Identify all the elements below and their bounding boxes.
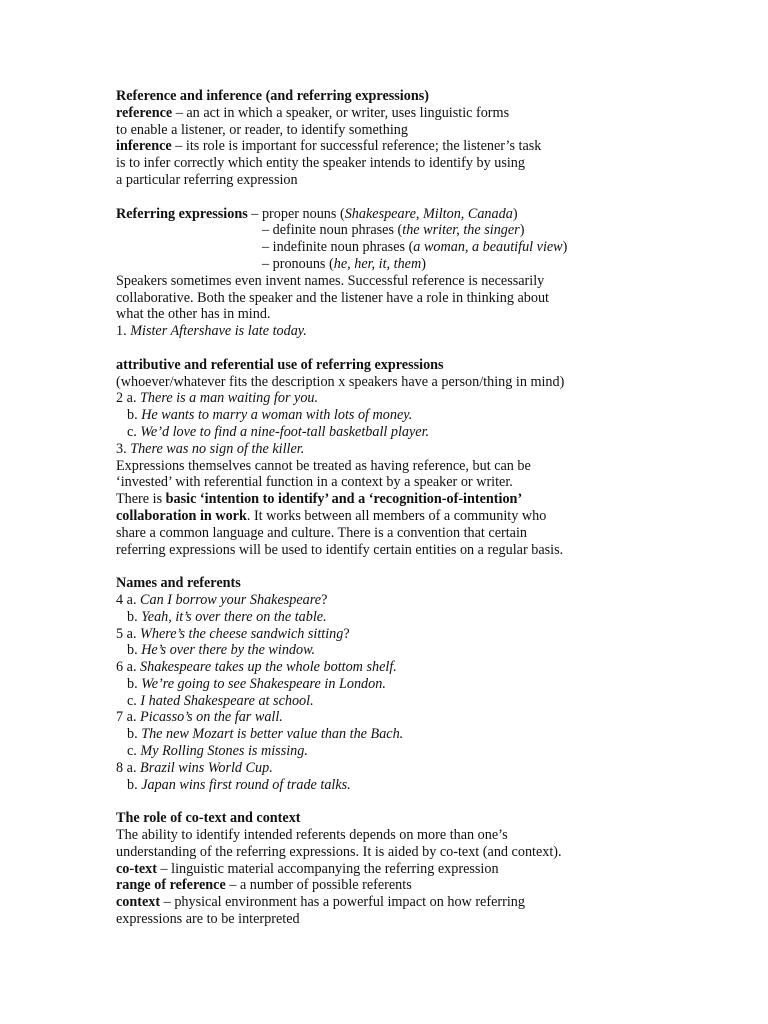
example-2a: 2 a. There is a man waiting for you. [116,390,319,407]
definition-context: context – physical environment has a powerful impact on how referring [116,894,525,911]
referring-expressions-item-4: – pronouns (he, her, it, them) [262,255,426,272]
text-line: (whoever/whatever fits the description x speakers have a person/thing in mind) [116,373,565,390]
text-line: There is basic ‘intention to identify’ and a ‘recognition-of-intention’ [116,491,523,508]
example-2c: c. We’d love to find a nine-foot-tall basketball player. [127,423,430,440]
term: reference [116,104,173,121]
example-7a: 7 a. Picasso’s on the far wall. [116,709,283,726]
term: co-text [116,860,157,877]
text-line: Expressions themselves cannot be treated as having reference, but can be [116,457,531,474]
referring-expressions-item-2: – definite noun phrases (the writer, the singer) [262,222,525,239]
text-line: collaboration in work. It works between all members of a community who [116,507,547,524]
example-4a: 4 a. Can I borrow your Shakespeare? [116,591,328,608]
text-line: share a common language and culture. There is a convention that certain [116,524,528,541]
text-line: understanding of the referring expressions. It is aided by co-text (and context). [116,843,562,860]
text-line: what the other has in mind. [116,306,271,323]
definition-range: range of reference – a number of possible referents [116,877,412,894]
text-line: a particular referring expression [116,171,298,188]
example-3: 3. There was no sign of the killer. [116,440,305,457]
term: inference [116,138,172,155]
example-6b: b. We’re going to see Shakespeare in London. [127,675,386,692]
example-5a: 5 a. Where’s the cheese sandwich sitting? [116,625,350,642]
example-6a: 6 a. Shakespeare takes up the whole bottom shelf. [116,659,397,676]
text-line: collaborative. Both the speaker and the listener have a role in thinking about [116,289,549,306]
example-8a: 8 a. Brazil wins World Cup. [116,759,273,776]
text-line: expressions are to be interpreted [116,911,300,928]
example-2b: b. He wants to marry a woman with lots of money. [127,407,413,424]
section-heading-attributive: attributive and referential use of referring expressions [116,356,444,373]
definition-inference: inference – its role is important for successful reference; the listener’s task [116,138,542,155]
text-line: is to infer correctly which entity the speaker intends to identify by using [116,155,525,172]
example-5b: b. He’s over there by the window. [127,642,316,659]
referring-expressions-item-1: Referring expressions – proper nouns (Shakespeare, Milton, Canada) [116,205,518,222]
text-line: referring expressions will be used to identify certain entities on a regular basis. [116,541,564,558]
example-1: 1. Mister Aftershave is late today. [116,323,307,340]
text-line: to enable a listener, or reader, to identify something [116,121,408,138]
text-line: ‘invested’ with referential function in a context by a speaker or writer. [116,474,513,491]
example-7b: b. The new Mozart is better value than the Bach. [127,726,404,743]
section-heading-names: Names and referents [116,575,241,592]
example-8b: b. Japan wins first round of trade talks. [127,776,351,793]
text-line: The ability to identify intended referents depends on more than one’s [116,827,508,844]
example-4b: b. Yeah, it’s over there on the table. [127,608,327,625]
document-body [116,88,636,928]
section-heading: Referring expressions [116,205,248,222]
section-title-reference-inference: Reference and inference (and referring expressions) [116,88,429,104]
term: range of reference [116,877,226,894]
text-line: Speakers sometimes even invent names. Successful reference is necessarily [116,272,545,289]
definition-cotext: co-text – linguistic material accompanying the referring expression [116,860,499,877]
term: context [116,894,161,911]
definition-reference: reference – an act in which a speaker, or writer, uses linguistic forms [116,104,510,121]
section-heading-cotext: The role of co-text and context [116,810,301,827]
referring-expressions-item-3: – indefinite noun phrases (a woman, a beautiful view) [262,239,568,256]
example-7c: c. My Rolling Stones is missing. [127,743,308,760]
example-6c: c. I hated Shakespeare at school. [127,692,314,709]
